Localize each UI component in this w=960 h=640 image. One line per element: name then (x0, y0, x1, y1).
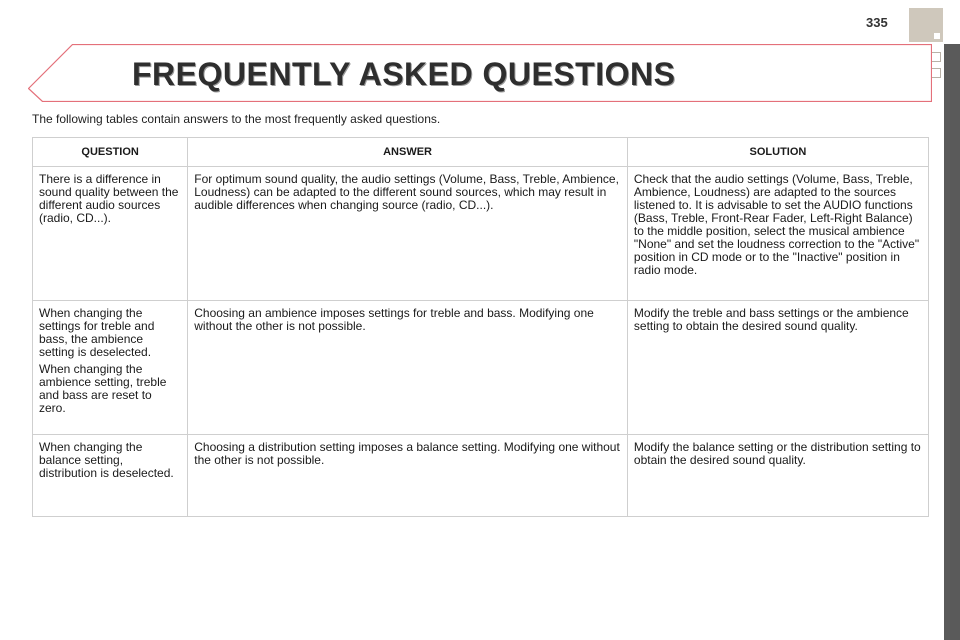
question-cell (33, 301, 188, 435)
faq-table (32, 137, 929, 517)
question-text: When changing the ambience setting, treble and bass are reset to zero. (39, 362, 167, 415)
answer-cell: Choosing a distribution setting imposes a balance setting. Modifying one without the other is not possible. (188, 435, 628, 517)
question-text: There is a difference in sound quality between the different audio sources (radio, CD...). (39, 172, 179, 225)
table-row (33, 167, 929, 301)
table-row (33, 301, 929, 435)
answer-cell: For optimum sound quality, the audio settings (Volume, Bass, Treble, Ambience, Loudness) can be adapted to the different sound sources, which may result in audible differences when changing source (radio, CD...). (188, 167, 628, 301)
solution-cell: Modify the treble and bass settings or the ambience setting to obtain the desired sound quality. (627, 301, 928, 435)
side-thumb-bar (944, 44, 960, 640)
solution-cell: Modify the balance setting or the distribution setting to obtain the desired sound quality. (627, 435, 928, 517)
question-text: When changing the settings for treble and bass, the ambience setting is deselected. (39, 306, 155, 359)
question-cell (33, 435, 188, 517)
intro-text: The following tables contain answers to the most frequently asked questions. (32, 112, 441, 126)
table-header-row (33, 138, 929, 167)
solution-cell: Check that the audio settings (Volume, Bass, Treble, Ambience, Loudness) are adapted to the sources listened to. It is advisable to set the AUDIO functions (Bass, Treble, Front-Rear Fader, Left-Right Balance) to the middle position, select the musical ambience "None" and set the loudness correction to the "Active" position in CD mode or to the "Inactive" position in radio mode. (627, 167, 928, 301)
checkbox-square-icon (931, 52, 941, 62)
header-solution: SOLUTION (627, 138, 928, 167)
answer-cell: Choosing an ambience imposes settings for treble and bass. Modifying one without the other is not possible. (188, 301, 628, 435)
page-number: 335 (866, 15, 888, 30)
page-title: FREQUENTLY ASKED QUESTIONS (132, 56, 676, 92)
header-answer: ANSWER (188, 138, 628, 167)
page-corner-tab-icon (909, 8, 943, 42)
question-text: When changing the balance setting, distribution is deselected. (39, 440, 174, 480)
checkbox-square-icon (931, 68, 941, 78)
question-cell (33, 167, 188, 301)
header-question: QUESTION (33, 138, 188, 167)
table-row (33, 435, 929, 517)
